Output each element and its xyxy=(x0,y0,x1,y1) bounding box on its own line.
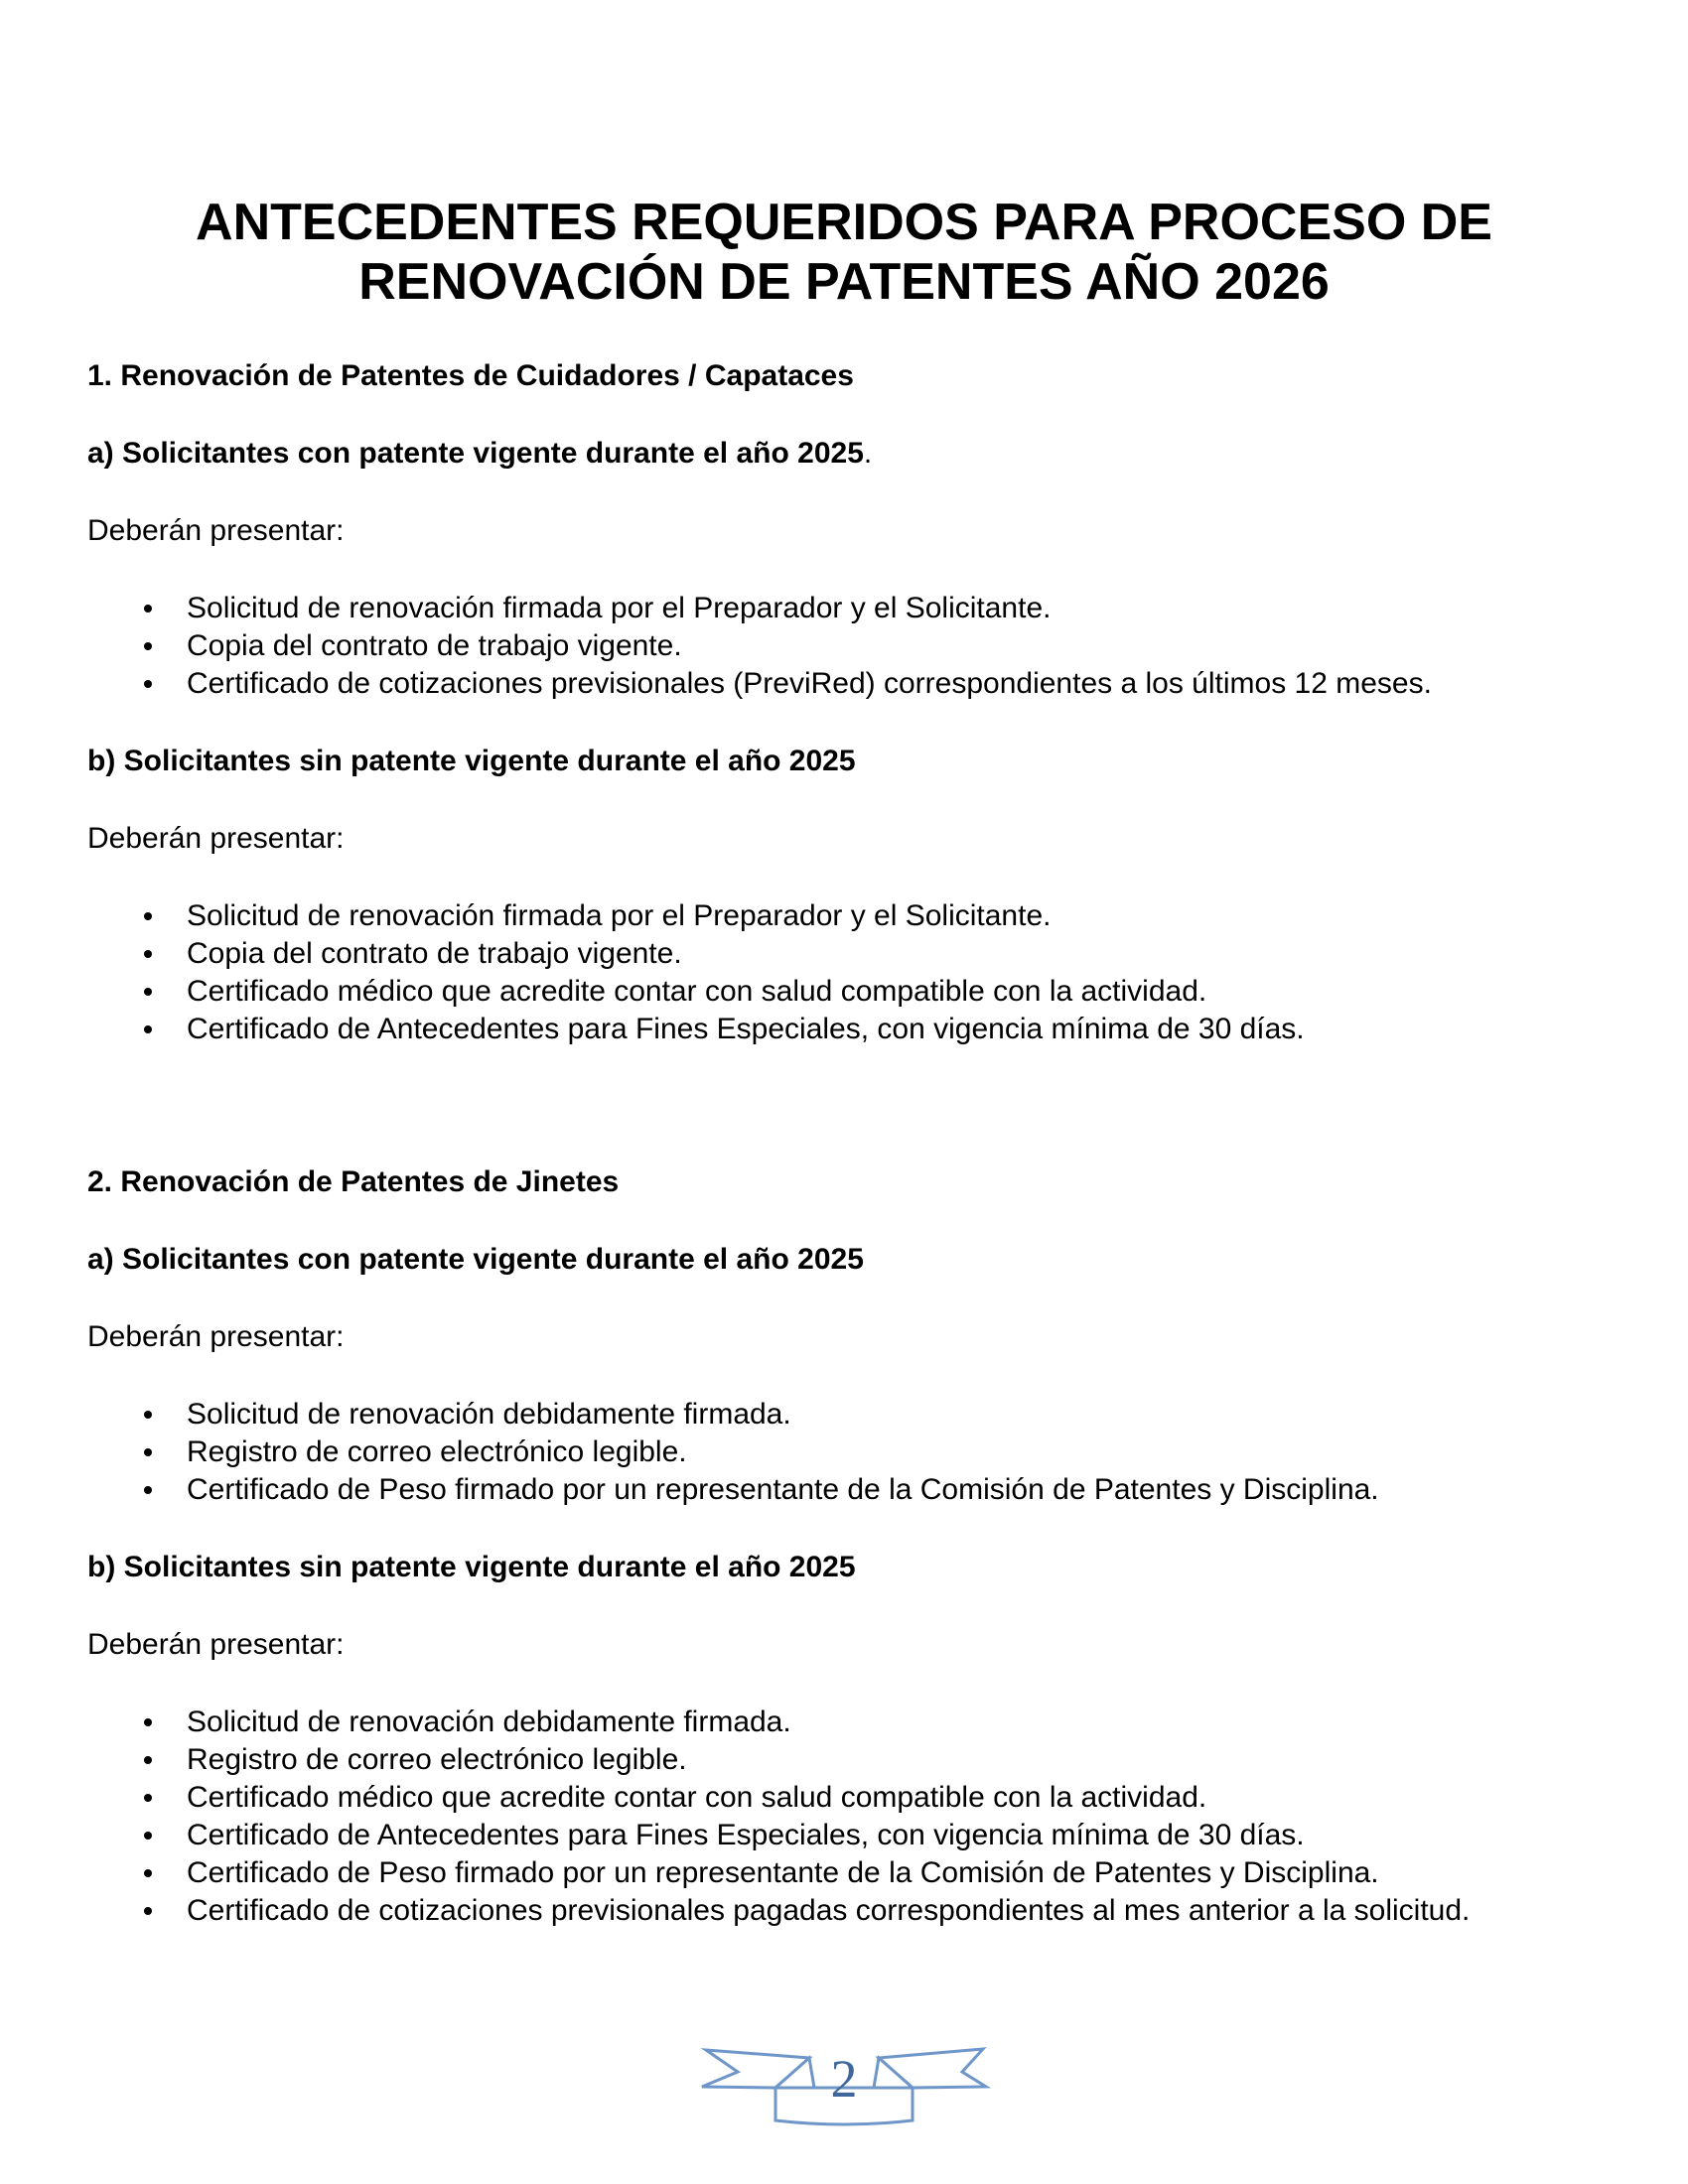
section-2-heading: 2. Renovación de Patentes de Jinetes xyxy=(87,1165,620,1198)
bullet-icon xyxy=(144,1907,152,1915)
bullet-icon xyxy=(144,642,152,650)
bullet-icon xyxy=(144,1486,152,1494)
section-2a-heading xyxy=(87,1241,1601,1279)
section-2b-list xyxy=(87,1704,1601,1930)
bullet-icon xyxy=(144,950,152,958)
list-item xyxy=(187,590,1601,627)
bullet-icon xyxy=(144,1794,152,1802)
section-2a-intro: Deberán presentar: xyxy=(87,1320,345,1353)
list-item-text: Certificado médico que acredite contar con salud compatible con la actividad. xyxy=(187,1781,1207,1814)
bullet-icon xyxy=(144,605,152,613)
section-1a-heading-text: a) Solicitantes con patente vigente durante el año 2025 xyxy=(87,437,864,470)
bullet-icon xyxy=(144,988,152,996)
bullet-icon xyxy=(144,1411,152,1419)
list-item-text: Solicitud de renovación debidamente firmada. xyxy=(187,1398,791,1431)
list-item xyxy=(187,1396,1601,1433)
bullet-icon xyxy=(144,1832,152,1840)
list-item xyxy=(187,1433,1601,1471)
section-1a-heading xyxy=(87,435,1601,473)
list-item xyxy=(187,935,1601,973)
list-item-text: Solicitud de renovación firmada por el Preparador y el Solicitante. xyxy=(187,899,1052,932)
list-item-text: Certificado de cotizaciones previsionales (PreviRed) correspondientes a los últimos 12 meses. xyxy=(187,667,1432,700)
section-2b-intro: Deberán presentar: xyxy=(87,1628,345,1661)
list-item xyxy=(187,1704,1601,1741)
list-item xyxy=(187,627,1601,665)
section-1b-heading xyxy=(87,743,1601,780)
section-1b-intro: Deberán presentar: xyxy=(87,822,345,855)
section-1b-list xyxy=(87,897,1601,1048)
list-item-text: Copia del contrato de trabajo vigente. xyxy=(187,629,682,662)
bullet-icon xyxy=(144,1718,152,1726)
section-2b-heading-text: b) Solicitantes sin patente vigente durante el año 2025 xyxy=(87,1551,856,1583)
bullet-icon xyxy=(144,1756,152,1764)
list-item-text: Certificado de Peso firmado por un representante de la Comisión de Patentes y Disciplina. xyxy=(187,1473,1379,1506)
list-item-text: Copia del contrato de trabajo vigente. xyxy=(187,937,682,970)
list-item-text: Certificado médico que acredite contar con salud compatible con la actividad. xyxy=(187,975,1207,1008)
list-item xyxy=(187,897,1601,935)
list-item-text: Solicitud de renovación debidamente firmada. xyxy=(187,1706,791,1738)
bullet-icon xyxy=(144,1025,152,1033)
list-item xyxy=(187,1892,1601,1930)
bullet-icon xyxy=(144,680,152,688)
bullet-icon xyxy=(144,1869,152,1877)
list-item xyxy=(187,1011,1601,1048)
document-title: ANTECEDENTES REQUERIDOS PARA PROCESO DE RENOVACIÓN DE PATENTES AÑO 2026 xyxy=(196,194,1492,311)
section-2a-list xyxy=(87,1396,1601,1509)
list-item xyxy=(187,973,1601,1011)
list-item-text: Registro de correo electrónico legible. xyxy=(187,1435,687,1468)
list-item-text: Certificado de cotizaciones previsionales pagadas correspondientes al mes anterior a la solicitud. xyxy=(187,1894,1471,1927)
list-item-text: Registro de correo electrónico legible. xyxy=(187,1743,687,1776)
bullet-icon xyxy=(144,1448,152,1456)
section-1a-heading-suffix: . xyxy=(863,437,873,470)
list-item xyxy=(187,1817,1601,1854)
section-1a-list xyxy=(87,590,1601,703)
document-content xyxy=(87,0,1601,1930)
section-1-heading: 1. Renovación de Patentes de Cuidadores / Capataces xyxy=(87,359,854,392)
list-item-text: Solicitud de renovación firmada por el Preparador y el Solicitante. xyxy=(187,592,1052,624)
list-item xyxy=(187,665,1601,703)
bullet-icon xyxy=(144,912,152,920)
list-item xyxy=(187,1471,1601,1509)
list-item-text: Certificado de Peso firmado por un representante de la Comisión de Patentes y Disciplina. xyxy=(187,1856,1379,1889)
section-1b-heading-text: b) Solicitantes sin patente vigente durante el año 2025 xyxy=(87,745,856,777)
list-item xyxy=(187,1854,1601,1892)
page-number: 2 xyxy=(830,2049,858,2109)
section-2a-heading-text: a) Solicitantes con patente vigente durante el año 2025 xyxy=(87,1243,864,1276)
list-item-text: Certificado de Antecedentes para Fines Especiales, con vigencia mínima de 30 días. xyxy=(187,1819,1305,1851)
section-2b-heading xyxy=(87,1549,1601,1586)
list-item xyxy=(187,1779,1601,1817)
section-1a-intro: Deberán presentar: xyxy=(87,514,345,547)
list-item-text: Certificado de Antecedentes para Fines Especiales, con vigencia mínima de 30 días. xyxy=(187,1013,1305,1045)
list-item xyxy=(187,1741,1601,1779)
